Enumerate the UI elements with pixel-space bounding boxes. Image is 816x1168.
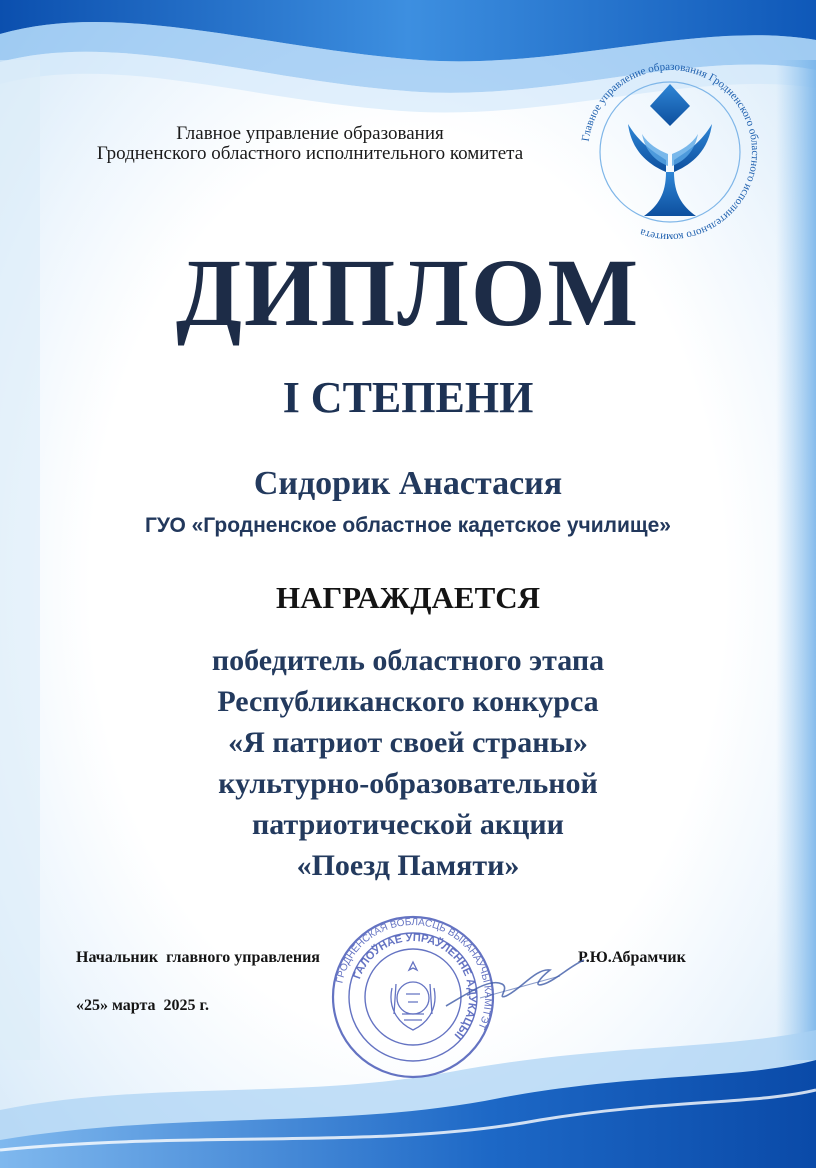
issue-date: «25» марта 2025 г. bbox=[76, 997, 209, 1014]
coat-of-arms-stamp-icon bbox=[391, 962, 435, 1030]
award-description bbox=[0, 640, 816, 886]
organization-logo bbox=[572, 54, 768, 250]
organization-line-1: Главное управление образования bbox=[176, 123, 444, 144]
recipient-institution: ГУО «Гродненское областное кадетское училище» bbox=[145, 514, 671, 537]
signature bbox=[440, 948, 590, 1018]
award-description-line: патриотической акции bbox=[252, 808, 564, 841]
stamp-outer-text: ГРОДНЕНСКАЯ ВОБЛАСЦЬ ВЫКАНАУЧЫ КАМІТЭТ bbox=[334, 916, 494, 1031]
award-description-line: Республиканского конкурса bbox=[217, 685, 599, 718]
diploma-degree: I СТЕПЕНИ bbox=[282, 373, 534, 422]
award-description-line: «Поезд Памяти» bbox=[296, 849, 520, 882]
awarded-label: НАГРАЖДАЕТСЯ bbox=[275, 580, 541, 615]
award-description-line: культурно-образовательной bbox=[218, 767, 598, 800]
organization-line-2: Гродненского областного исполнительного комитета bbox=[96, 143, 524, 164]
recipient-name: Сидорик Анастасия bbox=[253, 465, 563, 502]
award-description-line: «Я патриот своей страны» bbox=[228, 726, 588, 759]
diploma-title: ДИПЛОМ bbox=[175, 239, 641, 346]
leaf-emblem-icon bbox=[628, 84, 712, 216]
signatory-name: Р.Ю.Абрамчик bbox=[578, 949, 686, 966]
logo-ring-text: Главное управление образования Гродненского областного исполнительного комитета bbox=[579, 60, 762, 244]
signatory-position: Начальник главного управления bbox=[76, 949, 320, 966]
award-description-line: победитель областного этапа bbox=[211, 644, 605, 677]
stamp-inner-text: ГАЛОЎНАЕ УПРАЎЛЕННЕ АДУКАЦЫІ bbox=[351, 931, 479, 1042]
